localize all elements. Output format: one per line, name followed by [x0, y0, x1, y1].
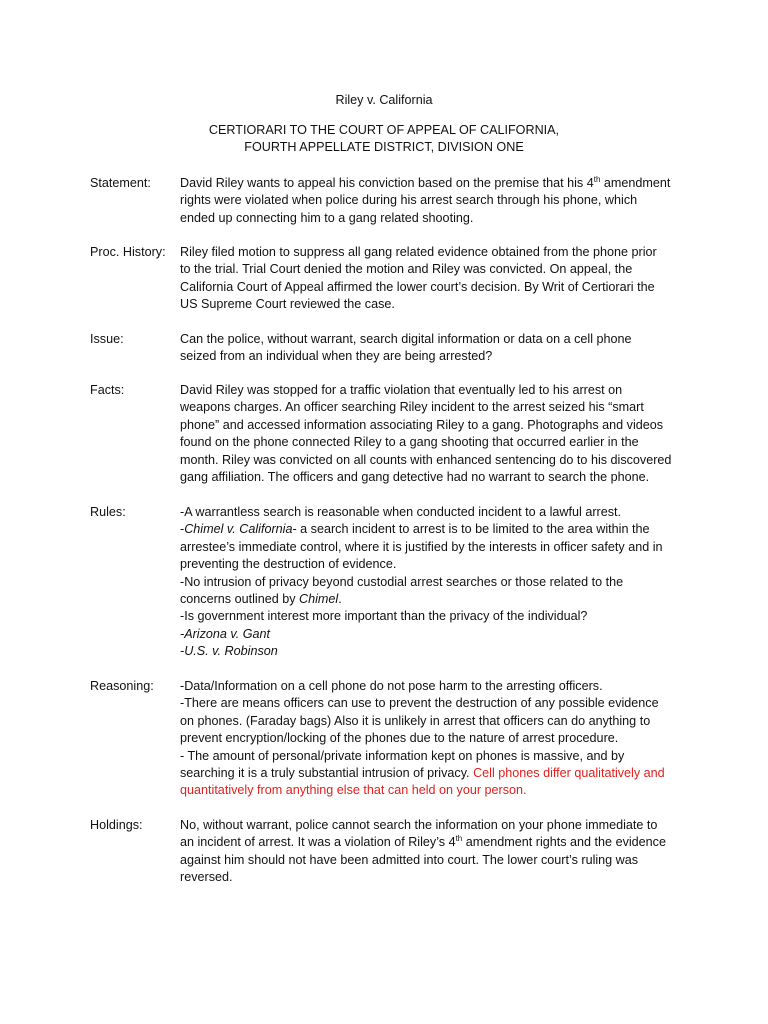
statement-line: David Riley wants to appeal his conviction based on the premise that his 4th amendment: [180, 175, 671, 190]
facts-line: David Riley was stopped for a traffic violation that eventually led to his arrest on: [180, 383, 623, 397]
facts-line: phone” and accessed information associating Riley to a gang. Photographs and videos: [180, 417, 664, 432]
rules-line: concerns outlined by Chimel.: [180, 591, 342, 606]
case-citation: Chimel v. California: [184, 522, 293, 537]
proc-history-line: to the trial. Trial Court denied the motion and Riley was convicted. On appeal, the: [180, 262, 633, 277]
facts-label: Facts:: [90, 383, 125, 397]
facts-line: found on the phone connected Riley to a gang shooting that occurred earlier in the: [180, 435, 639, 450]
issue-line: seized from an individual when they are being arrested?: [180, 349, 493, 364]
holdings-line: reversed.: [180, 870, 233, 885]
reasoning-line: -There are means officers can use to prevent the destruction of any possible evidence: [180, 696, 659, 711]
cert-line-1: CERTIORARI TO THE COURT OF APPEAL OF CALIFORNIA,: [208, 123, 560, 137]
statement-line: ended up connecting him to a gang related shooting.: [180, 210, 474, 225]
cert-line-2: FOURTH APPELLATE DISTRICT, DIVISION ONE: [244, 140, 524, 154]
proc-history-line: California Court of Appeal affirmed the lower court’s decision. By Writ of Certiorari the: [180, 279, 655, 294]
reasoning-line: on phones. (Faraday bags) Also it is unlikely in arrest that officers can do anything to: [180, 713, 651, 728]
red-emphasis-text: Cell phones differ qualitatively and: [473, 765, 665, 780]
statement-line: rights were violated when police during his arrest search through his phone, which: [180, 193, 638, 208]
reasoning-label: Reasoning:: [90, 679, 154, 693]
reasoning-line: -Data/Information on a cell phone do not pose harm to the arresting officers.: [180, 679, 603, 693]
facts-line: month. Riley was convicted on all counts with enhanced sentencing do to his discovered: [180, 452, 672, 467]
rules-line: preventing the destruction of evidence.: [180, 557, 397, 572]
holdings-line: No, without warrant, police cannot search the information on your phone immediate to: [180, 818, 658, 832]
issue-body: [180, 331, 768, 366]
issue-label: Issue:: [90, 332, 124, 346]
facts-line: gang affiliation. The officers and gang detective had no warrant to search the phone.: [180, 469, 650, 484]
statement-label: Statement:: [90, 176, 151, 190]
issue-line: Can the police, without warrant, search digital information or data on a cell phone: [180, 332, 632, 346]
proc-history-line: Riley filed motion to suppress all gang related evidence obtained from the phone prior: [180, 245, 657, 259]
reasoning-line: searching it is a truly substantial intrusion of privacy. Cell phones differ qualitatively and: [180, 765, 665, 780]
rules-line: -Is government interest more important than the privacy of the individual?: [180, 609, 588, 624]
proc-history-label: Proc. History:: [90, 245, 166, 259]
rules-label: Rules:: [90, 505, 126, 519]
rules-line: -A warrantless search is reasonable when conducted incident to a lawful arrest.: [180, 505, 622, 519]
case-title: Riley v. California: [335, 93, 433, 107]
proc-history-line: US Supreme Court reviewed the case.: [180, 297, 395, 312]
statement-body: [180, 175, 768, 227]
rules-line: -No intrusion of privacy beyond custodial arrest searches or those related to the: [180, 574, 624, 589]
rules-line: -Chimel v. California- a search incident to arrest is to be limited to the area within the: [180, 522, 650, 537]
holdings-line: an incident of arrest. It was a violation of Riley’s 4th amendment rights and the evidence: [180, 834, 666, 850]
red-emphasis-text: quantitatively from anything else that can held on your person.: [180, 783, 527, 798]
holdings-line: against him should not have been admitted into court. The lower court’s ruling was: [180, 852, 639, 867]
facts-line: weapons charges. An officer searching Riley incident to the arrest seized his “smart: [180, 400, 644, 415]
rules-line: -Arizona v. Gant: [180, 626, 271, 641]
facts-body: [180, 382, 768, 486]
reasoning-line: prevent encryption/locking of the phones due to the nature of arrest procedure.: [180, 731, 619, 746]
reasoning-body: [180, 678, 768, 800]
holdings-label: Holdings:: [90, 818, 143, 832]
rules-line: arrestee’s immediate control, where it is justified by the interests in officer safety and in: [180, 539, 663, 554]
rules-line: -U.S. v. Robinson: [180, 644, 278, 659]
reasoning-line: - The amount of personal/private information kept on phones is massive, and by: [180, 748, 625, 763]
proc-history-body: [180, 244, 768, 314]
case-citation: Chimel: [299, 591, 339, 606]
holdings-body: [180, 817, 768, 887]
rules-body: [180, 504, 768, 661]
